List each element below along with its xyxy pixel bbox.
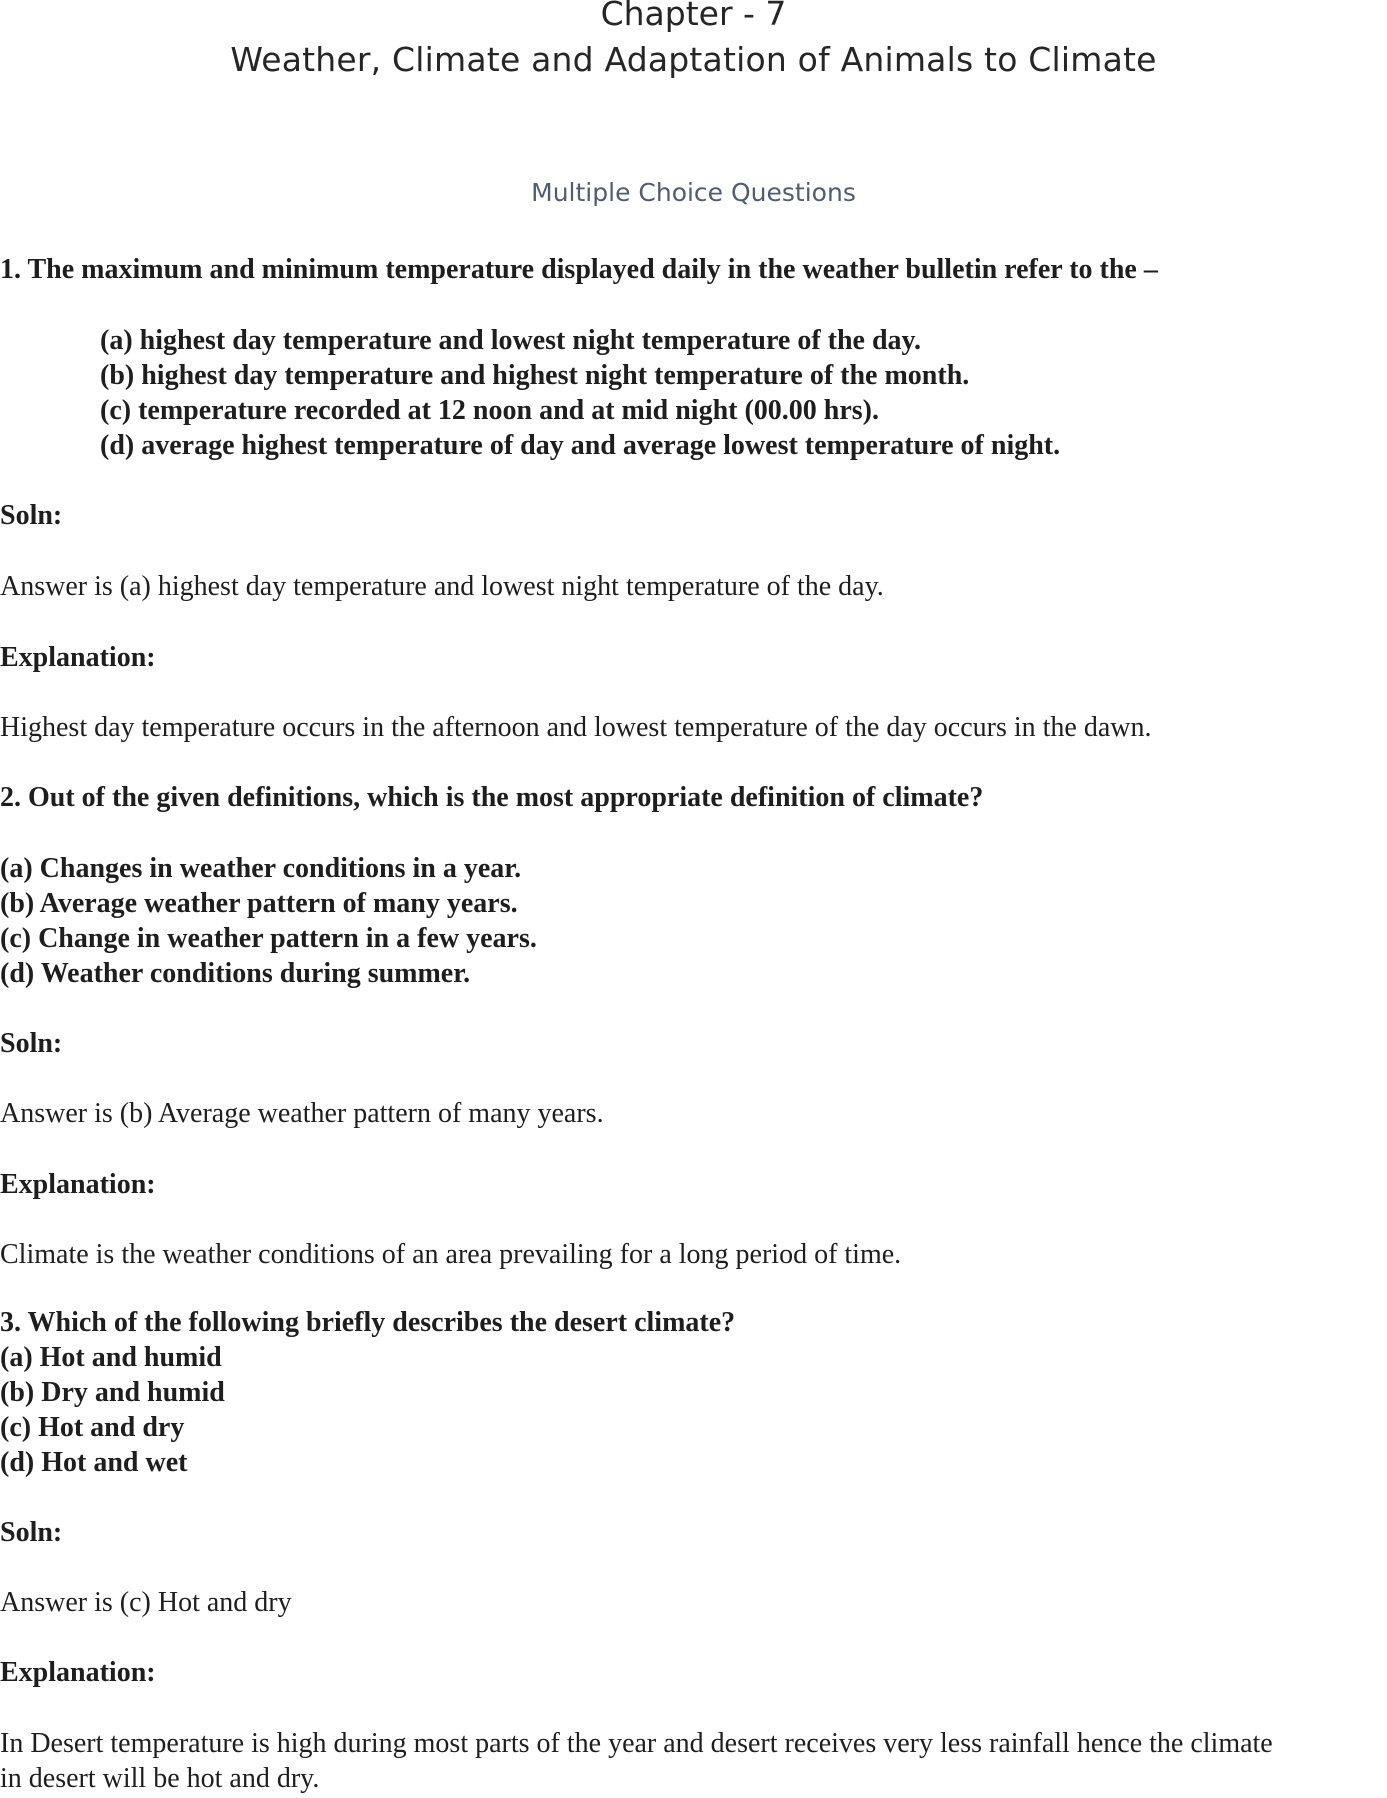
explanation-label: Explanation: bbox=[0, 1169, 156, 1200]
soln-label: Soln: bbox=[0, 1028, 63, 1059]
explanation-text-line-2: in desert will be hot and dry. bbox=[0, 1763, 320, 1794]
explanation-label: Explanation: bbox=[0, 1657, 156, 1688]
explanation-text: Climate is the weather conditions of an area prevailing for a long period of time. bbox=[0, 1239, 902, 1270]
explanation-text-line-1: In Desert temperature is high during most parts of the year and desert receives very less rainfall hence the climate bbox=[0, 1728, 1273, 1759]
option-d: (d) average highest temperature of day and average lowest temperature of night. bbox=[100, 430, 1061, 461]
option-b: (b) Average weather pattern of many years. bbox=[0, 888, 518, 919]
option-d: (d) Weather conditions during summer. bbox=[0, 958, 471, 989]
option-a: (a) Changes in weather conditions in a year. bbox=[0, 853, 522, 884]
option-c: (c) Change in weather pattern in a few years. bbox=[0, 923, 537, 954]
chapter-number: Chapter - 7 bbox=[600, 0, 787, 33]
option-c: (c) temperature recorded at 12 noon and at mid night (00.00 hrs). bbox=[100, 395, 880, 426]
option-a: (a) Hot and humid bbox=[0, 1342, 222, 1373]
explanation-text: Highest day temperature occurs in the afternoon and lowest temperature of the day occurs in the dawn. bbox=[0, 712, 1152, 743]
answer-text: Answer is (a) highest day temperature and lowest night temperature of the day. bbox=[0, 571, 884, 602]
answer-text: Answer is (c) Hot and dry bbox=[0, 1587, 292, 1618]
section-title: Multiple Choice Questions bbox=[531, 178, 856, 207]
answer-text: Answer is (b) Average weather pattern of many years. bbox=[0, 1098, 604, 1129]
question-text: 2. Out of the given definitions, which is the most appropriate definition of climate? bbox=[0, 782, 984, 813]
option-c: (c) Hot and dry bbox=[0, 1412, 185, 1443]
chapter-title: Weather, Climate and Adaptation of Animals to Climate bbox=[230, 40, 1157, 79]
soln-label: Soln: bbox=[0, 1517, 63, 1548]
soln-label: Soln: bbox=[0, 500, 63, 531]
option-d: (d) Hot and wet bbox=[0, 1447, 188, 1478]
explanation-label: Explanation: bbox=[0, 642, 156, 673]
option-b: (b) highest day temperature and highest night temperature of the month. bbox=[100, 360, 970, 391]
question-text: 3. Which of the following briefly describes the desert climate? bbox=[0, 1307, 736, 1338]
option-b: (b) Dry and humid bbox=[0, 1377, 225, 1408]
question-text: 1. The maximum and minimum temperature displayed daily in the weather bulletin refer to the – bbox=[0, 254, 1158, 285]
option-a: (a) highest day temperature and lowest night temperature of the day. bbox=[100, 325, 922, 356]
